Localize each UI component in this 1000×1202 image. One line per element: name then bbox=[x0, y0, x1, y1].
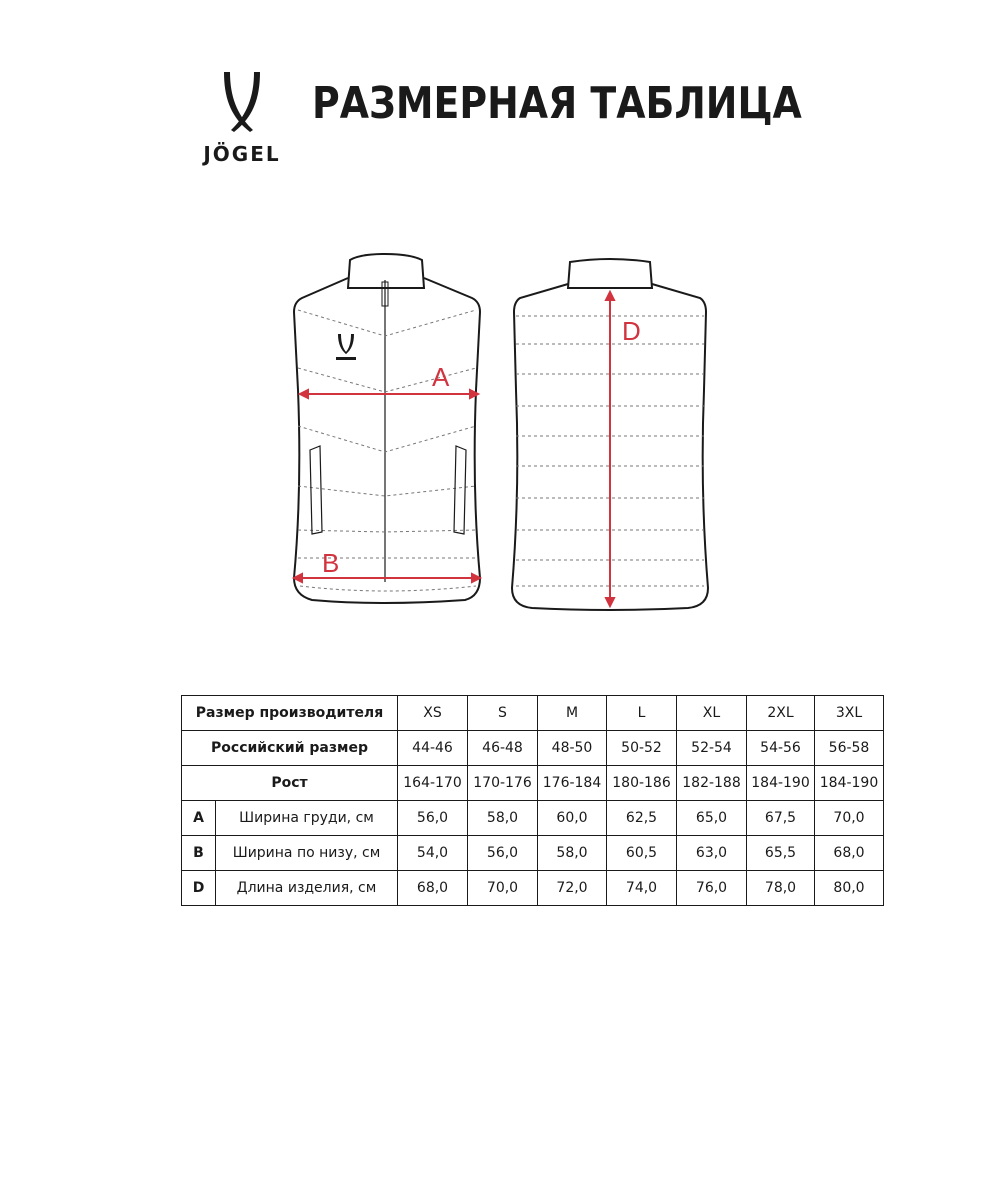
table-cell: 182-188 bbox=[677, 766, 747, 801]
table-cell: 46-48 bbox=[468, 731, 538, 766]
page-title: РАЗМЕРНАЯ ТАБЛИЦА bbox=[312, 78, 802, 129]
table-cell: 48-50 bbox=[538, 731, 607, 766]
measure-label: Ширина по низу, см bbox=[216, 836, 398, 871]
table-cell: 56-58 bbox=[815, 731, 884, 766]
table-cell: 70,0 bbox=[468, 871, 538, 906]
table-cell: 72,0 bbox=[538, 871, 607, 906]
measure-label: Длина изделия, см bbox=[216, 871, 398, 906]
measure-label-b: B bbox=[322, 548, 340, 578]
table-cell: 52-54 bbox=[677, 731, 747, 766]
measure-label-d: D bbox=[622, 316, 641, 346]
logo-wordmark: JÖGEL bbox=[203, 142, 281, 166]
table-cell: 54-56 bbox=[747, 731, 815, 766]
table-cell: 3XL bbox=[815, 696, 884, 731]
table-cell: 180-186 bbox=[607, 766, 677, 801]
table-cell: 44-46 bbox=[398, 731, 468, 766]
table-cell: M bbox=[538, 696, 607, 731]
table-cell: 65,5 bbox=[747, 836, 815, 871]
table-cell: 58,0 bbox=[468, 801, 538, 836]
table-row-measure-d bbox=[182, 871, 884, 906]
table-row-russian-size bbox=[182, 731, 884, 766]
measure-d-arrow bbox=[606, 292, 614, 606]
table-cell: 184-190 bbox=[747, 766, 815, 801]
table-cell: 67,5 bbox=[747, 801, 815, 836]
measure-label: Ширина груди, см bbox=[216, 801, 398, 836]
measure-a-arrow bbox=[300, 390, 478, 398]
table-cell: S bbox=[468, 696, 538, 731]
table-cell: 76,0 bbox=[677, 871, 747, 906]
measure-code: A bbox=[182, 801, 216, 836]
table-cell: 63,0 bbox=[677, 836, 747, 871]
table-cell: 68,0 bbox=[398, 871, 468, 906]
row-label: Рост bbox=[182, 766, 398, 801]
table-row-measure-a bbox=[182, 801, 884, 836]
brand-logo bbox=[190, 70, 294, 170]
table-cell: 60,0 bbox=[538, 801, 607, 836]
table-cell: 60,5 bbox=[607, 836, 677, 871]
table-cell: 80,0 bbox=[815, 871, 884, 906]
measure-code: B bbox=[182, 836, 216, 871]
table-cell: 65,0 bbox=[677, 801, 747, 836]
table-cell: XL bbox=[677, 696, 747, 731]
table-cell: 62,5 bbox=[607, 801, 677, 836]
table-cell: 58,0 bbox=[538, 836, 607, 871]
vest-illustration bbox=[280, 240, 720, 620]
table-cell: 184-190 bbox=[815, 766, 884, 801]
table-cell: 170-176 bbox=[468, 766, 538, 801]
table-cell: XS bbox=[398, 696, 468, 731]
table-cell: 50-52 bbox=[607, 731, 677, 766]
table-row-manufacturer-size bbox=[182, 696, 884, 731]
measure-code: D bbox=[182, 871, 216, 906]
row-label: Размер производителя bbox=[182, 696, 398, 731]
table-cell: 70,0 bbox=[815, 801, 884, 836]
table-cell: 56,0 bbox=[468, 836, 538, 871]
table-cell: 56,0 bbox=[398, 801, 468, 836]
table-cell: 68,0 bbox=[815, 836, 884, 871]
chest-logo-icon bbox=[336, 334, 356, 360]
table-cell: 54,0 bbox=[398, 836, 468, 871]
table-cell: 74,0 bbox=[607, 871, 677, 906]
table-row-measure-b bbox=[182, 836, 884, 871]
size-table bbox=[181, 695, 884, 906]
table-row-height bbox=[182, 766, 884, 801]
jogel-logo-icon bbox=[220, 70, 264, 136]
row-label: Российский размер bbox=[182, 731, 398, 766]
table-cell: 176-184 bbox=[538, 766, 607, 801]
table-cell: L bbox=[607, 696, 677, 731]
measure-label-a: A bbox=[432, 362, 450, 392]
table-cell: 164-170 bbox=[398, 766, 468, 801]
table-cell: 2XL bbox=[747, 696, 815, 731]
table-cell: 78,0 bbox=[747, 871, 815, 906]
